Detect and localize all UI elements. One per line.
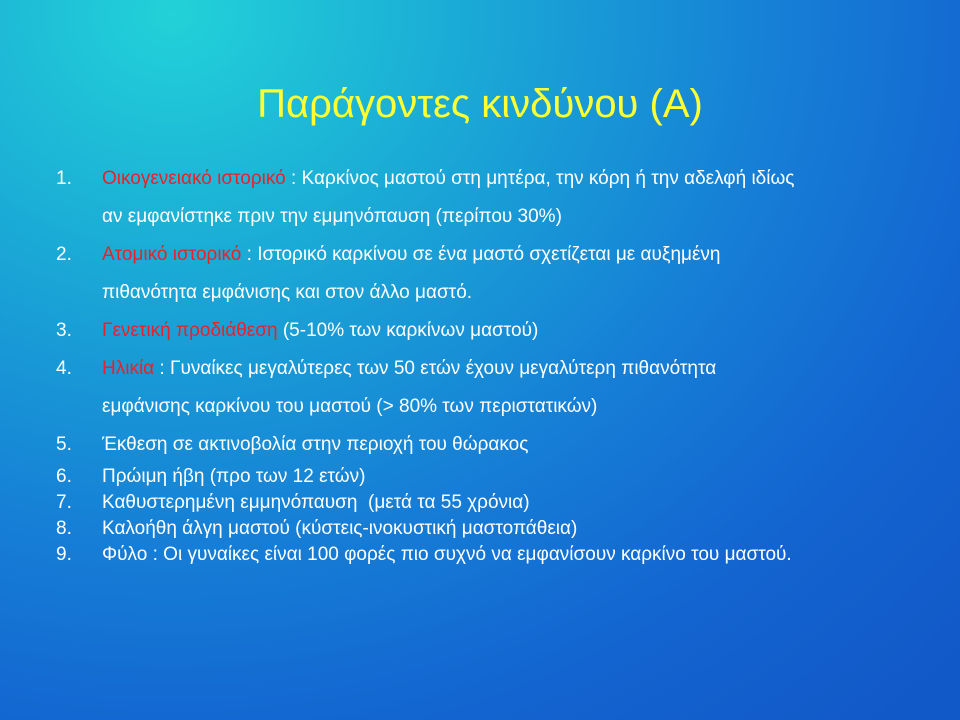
list-item (56, 350, 936, 426)
item-text-continuation: αν εμφανίστηκε πριν την εμμηνόπαυση (περίπου 30%) (102, 206, 562, 227)
item-number: 1. (56, 168, 72, 189)
item-number: 7. (56, 492, 72, 513)
item-number: 9. (56, 544, 72, 565)
item-number: 2. (56, 244, 72, 265)
item-highlight: Οικογενειακό ιστορικό (102, 168, 286, 189)
item-text: : Γυναίκες μεγαλύτερες των 50 ετών έχουν μεγαλύτερη πιθανότητα (154, 358, 717, 379)
item-highlight: Ατομικό ιστορικό (102, 244, 242, 265)
item-text-continuation: πιθανότητα εμφάνισης και στον άλλο μαστό. (102, 282, 473, 303)
slide-title: Παράγοντες κινδύνου (Α) (257, 82, 703, 126)
item-number: 6. (56, 466, 72, 487)
item-highlight: Γενετική προδιάθεση (102, 320, 278, 341)
list-item (56, 160, 936, 236)
item-number: 5. (56, 434, 72, 455)
list-item (56, 516, 936, 542)
list-item (56, 464, 936, 490)
item-number: 8. (56, 518, 72, 539)
item-number: 4. (56, 358, 72, 379)
item-text: (5-10% των καρκίνων μαστού) (277, 320, 539, 341)
item-text: Καλοήθη άλγη μαστού (κύστεις-ινοκυστική μαστοπάθεια) (102, 518, 578, 539)
item-text-continuation: εμφάνισης καρκίνου του μαστού (> 80% των περιστατικών) (102, 396, 598, 417)
list-item (56, 236, 936, 312)
item-number: 3. (56, 320, 72, 341)
list-item (56, 312, 936, 350)
item-text: Καθυστερημένη εμμηνόπαυση (μετά τα 55 χρόνια) (102, 492, 530, 513)
risk-factor-list (56, 160, 936, 568)
item-text: Έκθεση σε ακτινοβολία στην περιοχή του θώρακος (102, 434, 529, 455)
item-text: : Καρκίνος μαστού στη μητέρα, την κόρη ή την αδελφή ιδίως (285, 168, 795, 189)
item-text: : Ιστορικό καρκίνου σε ένα μαστό σχετίζεται με αυξημένη (241, 244, 721, 265)
item-highlight: Ηλικία (102, 358, 155, 379)
item-text: Πρώιμη ήβη (προ των 12 ετών) (102, 466, 366, 487)
list-item (56, 490, 936, 516)
list-item (56, 426, 936, 464)
item-text: Φύλο : Οι γυναίκες είναι 100 φορές πιο συχνό να εμφανίσουν καρκίνο του μαστού. (102, 544, 792, 565)
list-item (56, 542, 936, 568)
